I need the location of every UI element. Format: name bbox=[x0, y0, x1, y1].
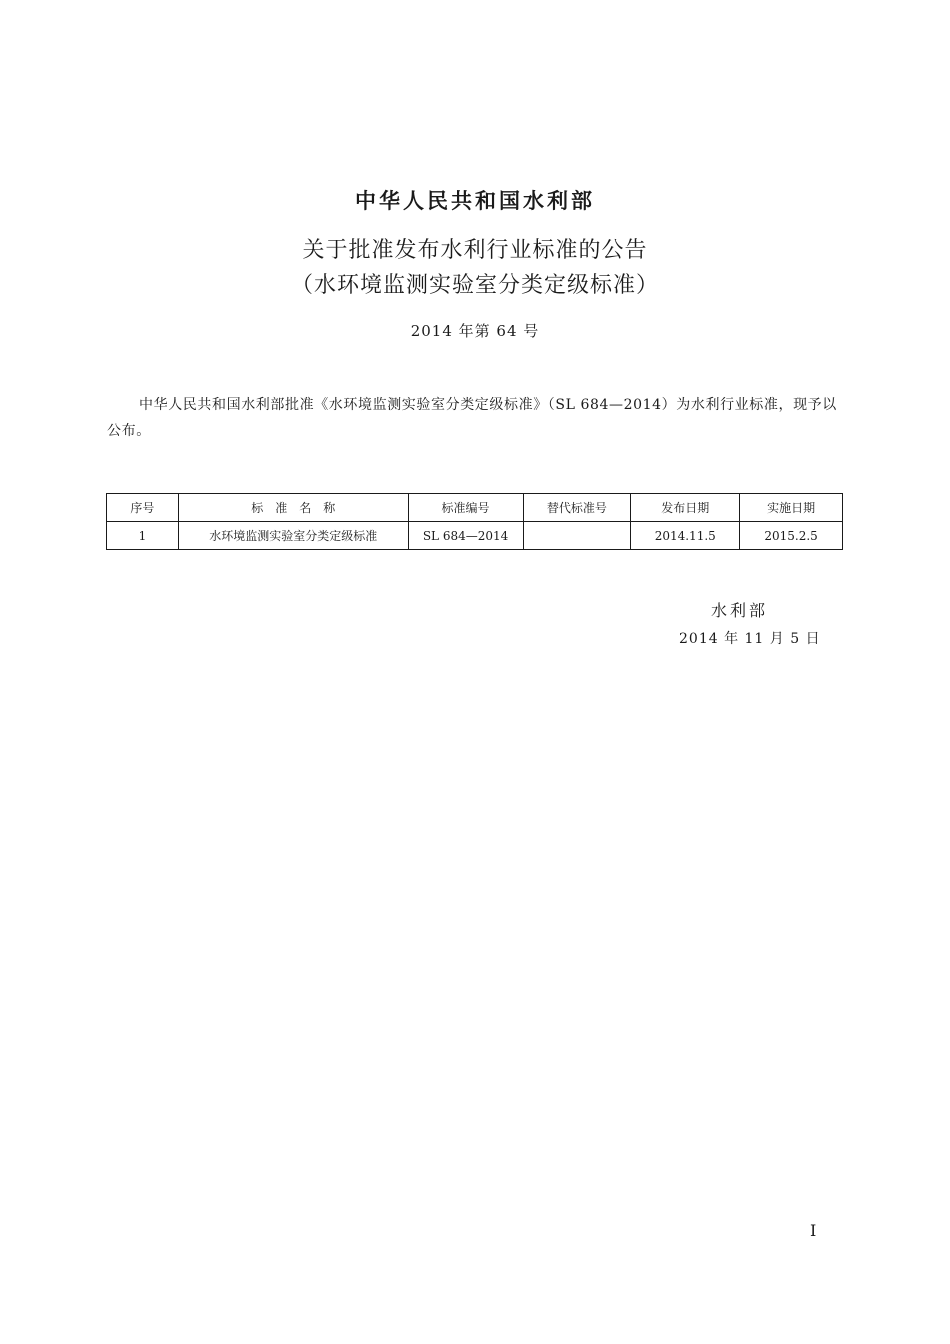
cell-release-date: 2014.11.5 bbox=[631, 522, 740, 550]
ministry-heading: 中华人民共和国水利部 bbox=[355, 188, 595, 213]
issuer-signature: 水利部 bbox=[711, 601, 769, 620]
cell-effective-date: 2015.2.5 bbox=[740, 522, 843, 550]
table-row bbox=[107, 522, 843, 550]
header-standard-name: 标 准 名 称 bbox=[178, 494, 408, 522]
header-effective-date: 实施日期 bbox=[740, 494, 843, 522]
cell-standard-code: SL 684—2014 bbox=[408, 522, 523, 550]
header-standard-code: 标准编号 bbox=[408, 494, 523, 522]
table-header-row bbox=[107, 494, 843, 522]
standards-table bbox=[106, 493, 843, 550]
issue-date: 2014 年 11 月 5 日 bbox=[679, 631, 821, 647]
header-replaced-code: 替代标准号 bbox=[523, 494, 631, 522]
page-number: I bbox=[810, 1221, 817, 1240]
notice-number: 2014 年第 64 号 bbox=[410, 322, 540, 340]
header-release-date: 发布日期 bbox=[631, 494, 740, 522]
cell-replaced-code bbox=[523, 522, 631, 550]
notice-subtitle: （水环境监测实验室分类定级标准） bbox=[290, 273, 659, 298]
cell-standard-name: 水环境监测实验室分类定级标准 bbox=[178, 522, 408, 550]
notice-body-paragraph: 中华人民共和国水利部批准《水环境监测实验室分类定级标准》（SL 684—2014）为水利行业标准，现予以公布。 bbox=[107, 397, 837, 439]
header-serial: 序号 bbox=[107, 494, 179, 522]
notice-title: 关于批准发布水利行业标准的公告 bbox=[302, 238, 648, 263]
cell-serial: 1 bbox=[107, 522, 179, 550]
